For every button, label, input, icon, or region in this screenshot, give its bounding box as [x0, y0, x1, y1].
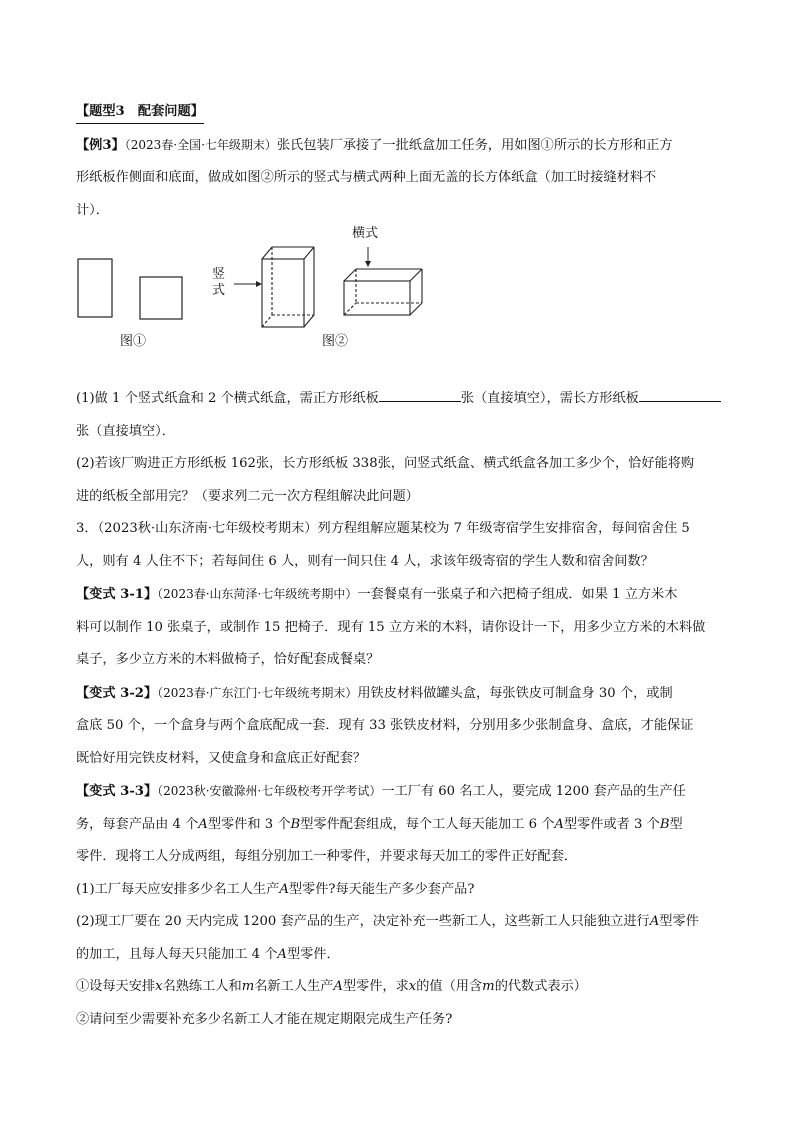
variant-3-3-text-2e: 型	[669, 816, 683, 832]
part-a-symbol: A	[279, 881, 289, 897]
part-b-symbol: B	[659, 816, 670, 832]
s2-text-d: 型零件．	[286, 946, 340, 962]
problem-3	[76, 513, 726, 578]
arrow-right-icon	[234, 281, 262, 287]
p3-text-1: 3．（2023秋·山东济南·七年级校考期末）列方程组解应题某校为 7 年级寄宿学生安排宿舍，每间宿舍住 5	[76, 521, 690, 536]
s21-text-c: 名新工人生产	[254, 979, 334, 994]
s21-text-d: 型零件，求	[342, 979, 409, 994]
s1-text-a: (1)工厂每天应安排多少名工人生产	[76, 881, 280, 897]
arrow-down-icon	[365, 247, 371, 267]
p3-text-2: 人，则有 4 人住不下；若每间住 6 人，则有一间只住 4 人，求该年级寄宿的学生人数和宿舍间数？	[76, 553, 654, 569]
rectangle-board	[78, 259, 112, 317]
q1-text-1: (1)做 1 个竖式纸盒和 2 个横式纸盒，需正方形纸板	[76, 391, 379, 406]
variant-3-3-text-2a: 务，每套产品由 4 个	[76, 816, 199, 832]
variant-3-3-text-2d: 型零件或者 3 个	[563, 816, 660, 832]
variant-3-3-text-3: 零件．现将工人分成两组，每组分别加工一种零件，并要求每天加工的零件正好配套．	[76, 849, 578, 864]
variant-3-2-text-1: 用铁皮材料做罐头盒，每张铁皮可制盒身 30 个，或制	[357, 685, 673, 701]
variant-3-1-text-3: 桌子，多少立方米的木料做椅子，恰好配套成餐桌？	[76, 652, 380, 667]
figure-2-caption: 图②	[322, 334, 349, 349]
variant-3-1-text-2: 料可以制作 10 张桌子，或制作 15 把椅子．现有 15 立方米的木料，请你设计一下，用多少立方米的木料做	[76, 619, 706, 635]
variant-3-2-tag: 【变式 3-2】	[76, 685, 158, 701]
subquestion-2	[76, 906, 726, 971]
example-tag: 【例3】	[76, 137, 125, 153]
figure-1-caption: 图①	[120, 334, 147, 349]
s21-text-e: 的值（用含	[416, 979, 483, 994]
variant-3-1-tag: 【变式 3-1】	[76, 587, 158, 602]
s21-text-a: ①设每天安排	[76, 979, 156, 994]
var-x: x	[408, 979, 417, 994]
variant-3-1-source: （2023春·山东菏泽·七年级统考期中）	[157, 587, 358, 601]
variant-3-3-text-1: 一工厂有 60 名工人，要完成 1200 套产品的生产任	[381, 784, 686, 799]
section-heading	[76, 96, 726, 129]
variant-3-2-text-3: 既恰好用完铁皮材料，又使盒身和盒底正好配套？	[76, 750, 367, 766]
square-board	[140, 277, 182, 319]
horizontal-box	[344, 269, 422, 315]
part-a-symbol: A	[333, 979, 343, 994]
variant-3-2	[76, 677, 726, 776]
q2-text-2: 进的纸板全部用完？（要求列二元一次方程组解决此问题）	[76, 488, 419, 504]
vertical-box	[262, 247, 314, 327]
vertical-label: 竖式	[212, 267, 226, 298]
answer-blank-rectangle[interactable]	[639, 387, 721, 402]
q1-text-3: 张（直接填空）．	[76, 423, 175, 439]
var-m: m	[482, 979, 495, 994]
example-text-2: 形纸板作侧面和底面，做成如图②所示的竖式与横式两种上面无盖的长方体纸盒（加工时接缝材料不	[76, 170, 657, 185]
s21-text-b: 名熟练工人和	[162, 979, 242, 994]
variant-3-2-text-2: 盒底 50 个，一个盒身与两个盒底配成一套．现有 33 张铁皮材料，分别用多少张制盒身、盒底，才能保证	[76, 718, 694, 733]
example-text-1: 张氏包装厂承接了一批纸盒加工任务，用如图①所示的长方形和正方	[276, 137, 673, 153]
variant-3-3-tag: 【变式 3-3】	[76, 784, 158, 799]
variant-3-1	[76, 578, 726, 677]
answer-blank-square[interactable]	[379, 387, 461, 402]
s2-text-c: 的加工，且每人每天只能加工 4 个	[76, 946, 278, 962]
worksheet-page	[76, 96, 726, 1036]
var-m: m	[241, 979, 255, 994]
s21-text-f: 的代数式表示）	[494, 979, 587, 994]
s1-text-b: 型零件?每天能生产多少套产品?	[288, 881, 475, 897]
part-a-symbol: A	[554, 816, 564, 832]
variant-3-3-source: （2023秋·安徽滁州·七年级校考开学考试）	[157, 784, 382, 798]
s22-text: ②请问至少需要补充多少名新工人才能在规定期限完成生产任务?	[76, 1011, 453, 1027]
variant-3-3	[76, 775, 726, 874]
q2-text-1: (2)若该厂购进正方形纸板 162张，长方形纸板 338张，问竖式纸盒、横式纸盒各加工多少个，恰好能将购	[76, 456, 695, 471]
horizontal-label: 横式	[352, 226, 379, 241]
figure-drawing	[76, 229, 476, 379]
subquestion-2-2	[76, 1004, 726, 1037]
question-1	[76, 383, 726, 448]
example-3	[76, 129, 726, 228]
var-x: x	[155, 979, 163, 994]
s2-text-b: 型零件	[659, 914, 699, 929]
variant-3-3-text-2c: 型零件配套组成，每个工人每天能加工 6 个	[300, 816, 555, 832]
figure	[76, 226, 726, 379]
example-source: （2023春·全国·七年级期末）	[124, 137, 277, 152]
part-b-symbol: B	[290, 816, 301, 832]
subquestion-1	[76, 874, 726, 907]
section-title: 【题型3 配套问题】	[76, 101, 204, 124]
s2-text-a: (2)现工厂要在 20 天内完成 1200 套产品的生产，决定补充一些新工人，这些新工人只能独立进行	[76, 914, 650, 929]
example-text-3: 计）．	[76, 202, 109, 218]
q1-text-2: 张（直接填空），需长方形纸板	[460, 391, 639, 406]
part-a-symbol: A	[198, 816, 208, 832]
part-a-symbol: A	[649, 914, 660, 929]
question-2	[76, 448, 726, 513]
variant-3-1-text-1: 一套餐桌有一张桌子和六把椅子组成．如果 1 立方米木	[357, 587, 678, 602]
part-a-symbol: A	[277, 946, 287, 962]
subquestion-2-1	[76, 971, 726, 1004]
variant-3-3-text-2b: 型零件和 3 个	[207, 816, 291, 832]
variant-3-2-source: （2023春·广东江门·七年级统考期末）	[157, 685, 358, 700]
